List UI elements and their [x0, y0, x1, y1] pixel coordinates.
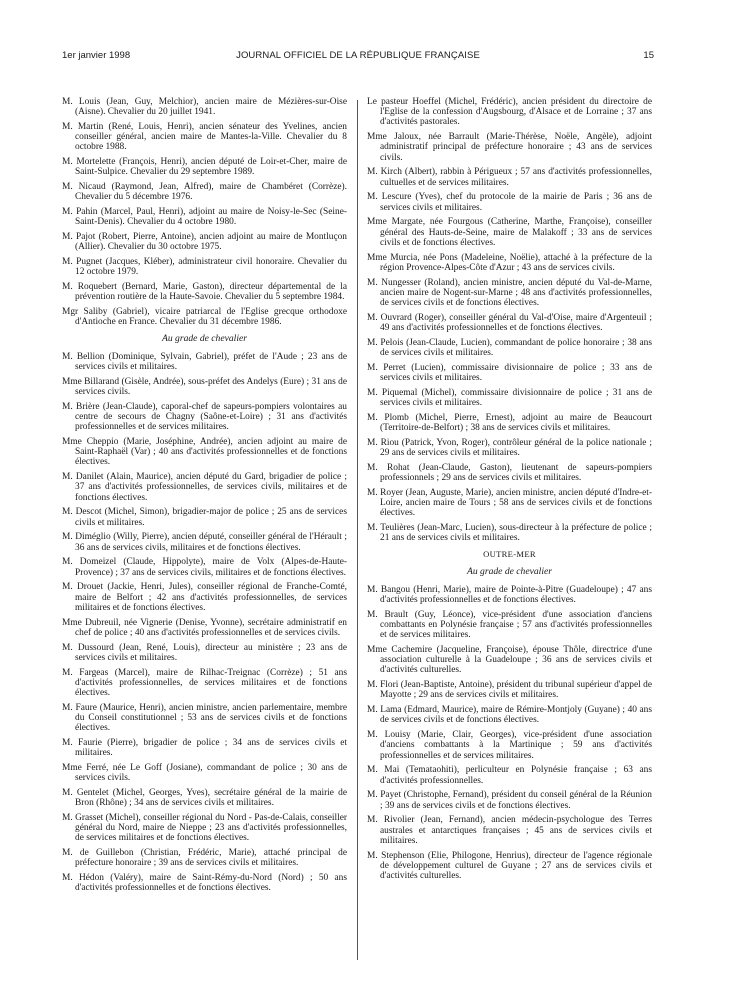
column-divider	[357, 100, 358, 960]
honoree-entry: Mme Murcia, née Pons (Madeleine, Noëlie), attaché à la préfecture de la région Provence-Alpes-Côte d'Azur ; 43 ans de services civils.	[367, 252, 652, 273]
honoree-entry: M. Plomb (Michel, Pierre, Ernest), adjoint au maire de Beaucourt (Territoire-de-Belfort) ; 38 ans de services civils et militaires.	[367, 412, 652, 434]
honoree-entry: M. Riou (Patrick, Yvon, Roger), contrôleur général de la police nationale ; 29 ans de services civils et militaires.	[367, 437, 652, 459]
honoree-entry: M. Lama (Edmard, Maurice), maire de Rémire-Montjoly (Guyane) ; 40 ans de services civils et de fonctions électives.	[367, 705, 652, 726]
honoree-entry: M. Faure (Maurice, Henri), ancien ministre, ancien parlementaire, membre du Conseil constitutionnel ; 53 ans de services civils et de fonctions électives.	[62, 702, 347, 734]
honoree-entry: M. Diméglio (Willy, Pierre), ancien député, conseiller général de l'Hérault ; 36 ans de services civils, militaires et de fonctions électives.	[62, 532, 347, 553]
honoree-entry: M. Royer (Jean, Auguste, Marie), ancien ministre, ancien député d'Indre-et-Loire, ancien maire de Tours ; 58 ans de services civils et de fonctions électives.	[367, 487, 652, 519]
honoree-entry: M. Nungesser (Roland), ancien ministre, ancien député du Val-de-Marne, ancien maire de Nogent-sur-Marne ; 48 ans d'activités professionnelles, de services civils et de fonctions électives.	[367, 277, 652, 309]
honoree-entry: M. Drouet (Jackie, Henri, Jules), conseiller régional de Franche-Comté, maire de Belfort ; 42 ans d'activités professionnelles, de services militaires et de fonctions électives.	[62, 582, 347, 613]
honoree-entry: M. Payet (Christophe, Fernand), président du conseil général de la Réunion ; 39 ans de services civils et de fonctions électives.	[367, 790, 652, 811]
honoree-entry: M. Pelois (Jean-Claude, Lucien), commandant de police honoraire ; 38 ans de services civils et militaires.	[367, 337, 652, 359]
honoree-entry: M. Mortelette (François, Henri), ancien député de Loir-et-Cher, maire de Saint-Sulpice. Chevalier du 29 septembre 1989.	[62, 157, 347, 178]
honoree-entry: M. Ouvrard (Roger), conseiller général du Val-d'Oise, maire d'Argenteuil ; 49 ans d'activités professionnelles et de fonctions électives.	[367, 312, 652, 334]
honoree-entry: M. Piquemal (Michel), commissaire divisionnaire de police ; 31 ans de services civils et militaires.	[367, 387, 652, 409]
honoree-entry: M. Pahin (Marcel, Paul, Henri), adjoint au maire de Noisy-le-Sec (Seine-Saint-Denis). Chevalier du 4 octobre 1980.	[62, 207, 347, 228]
honoree-entry: Mme Jaloux, née Barrault (Marie-Thérèse, Noële, Angèle), adjoint administratif principal de préfecture honoraire ; 43 ans de services civils.	[367, 132, 652, 163]
honoree-entry: M. Rohat (Jean-Claude, Gaston), lieutenant de sapeurs-pompiers professionnels ; 29 ans de services civils et militaires.	[367, 462, 652, 484]
honoree-entry: M. Martin (René, Louis, Henri), ancien sénateur des Yvelines, ancien conseiller général, ancien maire de Mantes-la-Ville. Chevalier du 8 octobre 1988.	[62, 122, 347, 153]
honoree-entry: M. Roquebert (Bernard, Marie, Gaston), directeur départemental de la prévention routière de la Haute-Savoie. Chevalier du 5 septembre 1984.	[62, 282, 347, 303]
honoree-entry: M. Gentelet (Michel, Georges, Yves), secrétaire général de la mairie de Bron (Rhône) ; 34 ans de services civils et militaires.	[62, 788, 347, 809]
honoree-entry: M. Domeizel (Claude, Hippolyte), maire de Volx (Alpes-de-Haute-Provence) ; 37 ans de services civils, militaires et de fonctions électives.	[62, 557, 347, 578]
honoree-entry: M. Brière (Jean-Claude), caporal-chef de sapeurs-pompiers volontaires au centre de secours de Chagny (Saône-et-Loire) ; 31 ans d'activités professionnelles et de services militaires.	[62, 401, 347, 433]
honoree-entry: Mgr Saliby (Gabriel), vicaire patriarcal de l'Eglise grecque orthodoxe d'Antioche en France. Chevalier du 31 décembre 1986.	[62, 307, 347, 328]
honoree-entry: M. Faurie (Pierre), brigadier de police ; 34 ans de services civils et militaires.	[62, 738, 347, 759]
honoree-entry: M. Hédon (Valéry), maire de Saint-Rémy-du-Nord (Nord) ; 50 ans d'activités professionnelles et de fonctions électives.	[62, 873, 347, 894]
honoree-entry: M. Bangou (Henri, Marie), maire de Pointe-à-Pitre (Guadeloupe) ; 47 ans d'activités professionnelles et de fonctions électives.	[367, 584, 652, 606]
honoree-entry: Mme Dubreuil, née Vignerie (Denise, Yvonne), secrétaire administratif en chef de police ; 40 ans d'activités professionnelles et de services civils.	[62, 617, 347, 638]
section-heading-chevalier-outre-mer: Au grade de chevalier	[467, 565, 552, 577]
honoree-entry: Mme Cachemire (Jacqueline, Françoise), épouse Thôle, directrice d'une association culturelle à la Guadeloupe ; 36 ans de services civils et d'activités culturelles.	[367, 645, 652, 676]
right-column	[367, 97, 652, 886]
honoree-entry: Mme Margate, née Fourgous (Catherine, Marthe, Françoise), conseiller général des Hauts-de-Seine, maire de Malakoff ; 33 ans de services civils et de fonctions électives.	[367, 217, 652, 248]
honoree-entry: Mme Ferré, née Le Goff (Josiane), commandant de police ; 30 ans de services civils.	[62, 763, 347, 784]
page-number: 15	[643, 50, 654, 61]
header-date: 1er janvier 1998	[62, 50, 131, 61]
honoree-entry: M. Stephenson (Elie, Philogone, Henrius), directeur de l'agence régionale de développement culturel de Guyane ; 27 ans de services civils et d'activités culturelles.	[367, 850, 652, 882]
honoree-entry: M. Nicaud (Raymond, Jean, Alfred), maire de Chambéret (Corrèze). Chevalier du 5 décembre 1976.	[62, 182, 347, 203]
honoree-entry: M. Descot (Michel, Simon), brigadier-major de police ; 25 ans de services civils et militaires.	[62, 507, 347, 528]
honoree-entry: M. Fargeas (Marcel), maire de Rilhac-Treignac (Corrèze) ; 51 ans d'activités professionnelles, de services militaires et de fonctions électives.	[62, 667, 347, 699]
honoree-entry: M. Pugnet (Jacques, Kléber), administrateur civil honoraire. Chevalier du 12 octobre 1979.	[62, 257, 347, 278]
honoree-entry: M. Danilet (Alain, Maurice), ancien député du Gard, brigadier de police ; 37 ans d'activités professionnelles, de services civils, militaires et de fonctions électives.	[62, 472, 347, 503]
honoree-entry: M. Louisy (Marie, Clair, Georges), vice-président d'une association d'anciens combattants à la Martinique ; 59 ans d'activités professionnelles et de services militaires.	[367, 730, 652, 761]
page-header	[62, 50, 654, 66]
honoree-entry: Mme Cheppio (Marie, Joséphine, Andrée), ancien adjoint au maire de Saint-Raphaël (Var) ; 40 ans d'activités professionnelles et de fonctions électives.	[62, 437, 347, 468]
honoree-entry: M. de Guillebon (Christian, Frédéric, Marie), attaché principal de préfecture honoraire ; 39 ans de services civils et militaires.	[62, 848, 347, 869]
honoree-entry: Mme Billarand (Gisèle, Andrée), sous-préfet des Andelys (Eure) ; 31 ans de services civils.	[62, 376, 347, 398]
section-heading-outre-mer: OUTRE-MER	[483, 549, 536, 560]
honoree-entry: M. Bellion (Dominique, Sylvain, Gabriel), préfet de l'Aude ; 23 ans de services civils et militaires.	[62, 351, 347, 373]
honoree-entry: M. Pajot (Robert, Pierre, Antoine), ancien adjoint au maire de Montluçon (Allier). Chevalier du 30 octobre 1975.	[62, 232, 347, 253]
honoree-entry: Le pasteur Hoeffel (Michel, Frédéric), ancien président du directoire de l'Eglise de la confession d'Augsbourg, d'Alsace et de Lorraine ; 37 ans d'activités pastorales.	[367, 97, 652, 128]
honoree-entry: M. Mai (Temataohiti), perliculteur en Polynésie française ; 63 ans d'activités professionnelles.	[367, 765, 652, 786]
honoree-entry: M. Flori (Jean-Baptiste, Antoine), président du tribunal supérieur d'appel de Mayotte ; 29 ans de services civils et militaires.	[367, 680, 652, 701]
honoree-entry: M. Lescure (Yves), chef du protocole de la mairie de Paris ; 36 ans de services civils et militaires.	[367, 192, 652, 213]
honoree-entry: M. Teulières (Jean-Marc, Lucien), sous-directeur à la préfecture de police ; 21 ans de services civils et militaires.	[367, 523, 652, 544]
honoree-entry: M. Brault (Guy, Léonce), vice-président d'une association d'anciens combattants en Polynésie française ; 57 ans d'activités professionnelles et de services militaires.	[367, 609, 652, 641]
left-column	[62, 97, 347, 898]
journal-title: JOURNAL OFFICIEL DE LA RÉPUBLIQUE FRANÇAISE	[236, 50, 480, 61]
honoree-entry: M. Kirch (Albert), rabbin à Périgueux ; 57 ans d'activités professionnelles, cultuelles et de services militaires.	[367, 167, 652, 188]
honoree-entry: M. Grasset (Michel), conseiller régional du Nord - Pas-de-Calais, conseiller général du Nord, maire de Nieppe ; 23 ans d'activités professionnelles, de services militaires et de fonctions électives.	[62, 813, 347, 844]
honoree-entry: M. Louis (Jean, Guy, Melchior), ancien maire de Mézières-sur-Oise (Aisne). Chevalier du 20 juillet 1941.	[62, 97, 347, 118]
honoree-entry: M. Perret (Lucien), commissaire divisionnaire de police ; 33 ans de services civils et militaires.	[367, 362, 652, 384]
honoree-entry: M. Rivolier (Jean, Fernand), ancien médecin-psychologue des Terres australes et antarctiques françaises ; 45 ans de services civils et militaires.	[367, 815, 652, 846]
section-heading-chevalier: Au grade de chevalier	[162, 332, 247, 344]
honoree-entry: M. Dussourd (Jean, René, Louis), directeur au ministère ; 23 ans de services civils et militaires.	[62, 642, 347, 663]
